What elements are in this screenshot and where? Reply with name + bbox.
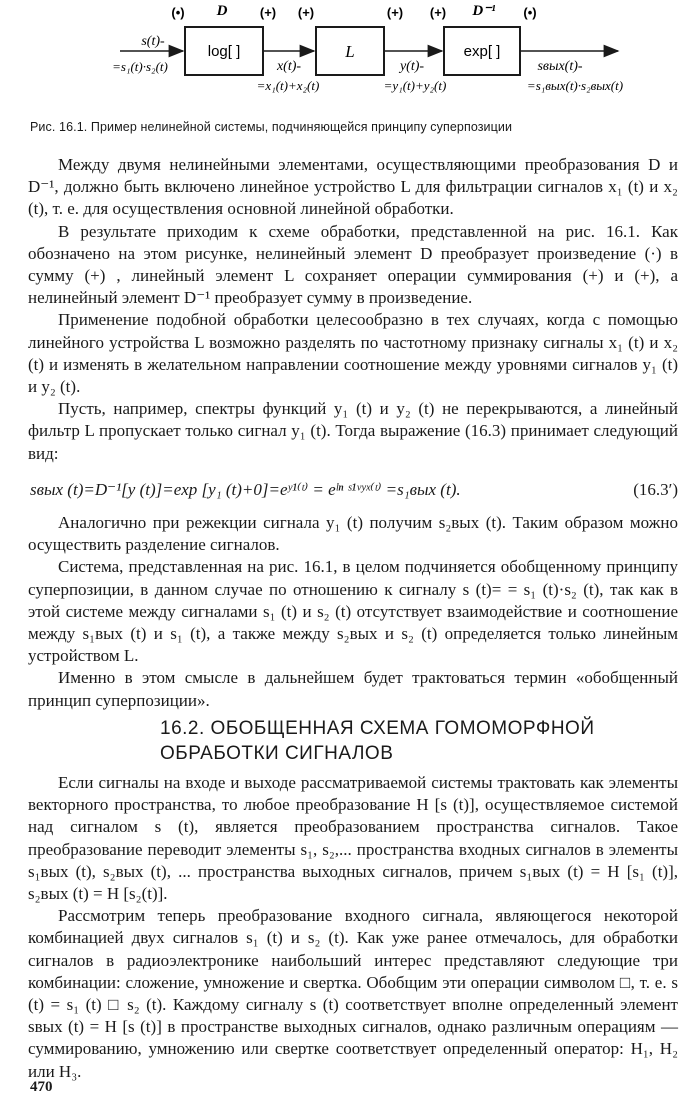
log-block-label: log[ ] — [207, 43, 241, 60]
block-diagram-svg — [0, 0, 691, 110]
paragraph: Система, представленная на рис. 16.1, в целом подчиняется обобщенному принципу суперпозиции, в данном случае по отношению к сигналу s (t)= = s₁ (t)·s₂ (t), так как в этой системе между сигналами s₁ (t) и s₂ (t) отсутствует взаимодействие и соотношение между s₁вых (t) и s₁ (t), а также между s₂вых и s₂ (t) определяется только линейным устройством L. — [28, 557, 678, 666]
output-signal-label: sвых(t)- — [537, 59, 583, 74]
paragraph: Применение подобной обработки целесообразно в тех случаях, когда с помощью линейного устройства L возможно разделять по частотному признаку сигналы x₁ (t) и x₂ (t) и изменять в желательном направлении соотношение между уровнями сигналов y₁ (t) и y₂ (t). — [28, 310, 678, 397]
paragraph: Именно в этом смысле в дальнейшем будет трактоваться термин «обобщенный принцип суперпозиции». — [28, 668, 678, 710]
text-block-2 — [28, 512, 678, 712]
plus-symbol-2: (+) — [297, 5, 315, 20]
d-symbol: D — [216, 3, 228, 19]
equation-number: (16.3′) — [633, 480, 678, 499]
paragraph: Пусть, например, спектры функций y₁ (t) и y₂ (t) не перекрываются, а линейный фильтр L пропускает только сигнал y₁ (t). Тогда выражение (16.3) принимает следующий вид: — [28, 399, 678, 463]
plus-symbol-3: (+) — [386, 5, 404, 20]
plus-symbol-1: (+) — [259, 5, 277, 20]
plus-symbol-4: (+) — [429, 5, 447, 20]
input-signal-product: =s₁(t)·s₂(t) — [112, 59, 168, 74]
paragraph: Между двумя нелинейными элементами, осуществляющими преобразования D и D⁻¹, должно быть включено линейное устройство L для фильтрации сигналов x₁ (t) и x₂ (t), т. е. для осуществления основной линейной обработки. — [28, 155, 678, 219]
linear-block-label: L — [345, 42, 355, 61]
dot-symbol-right: (•) — [523, 5, 537, 20]
page-number: 470 — [30, 1079, 53, 1095]
text-block-3 — [28, 772, 678, 1083]
dot-symbol-left: (•) — [171, 5, 185, 20]
y-signal-sum: =y₁(t)+y₂(t) — [383, 78, 447, 93]
paragraph: Если сигналы на входе и выходе рассматриваемой системы трактовать как элементы векторного пространства, то любое преобразование H [s (t)], осуществляемое системой над сигналом s (t), является преобразованием пространства сигналов. Такое преобразование переводит элементы s₁, s₂,... пространства входных сигналов в элементы s₁вых (t), s₂вых (t), ... пространства выходных сигналов, причем s₁вых (t) = H [s₁ (t)], s₂вых (t) = H [s₂(t)]. — [28, 773, 678, 904]
exp-block-label: exp[ ] — [463, 43, 501, 60]
block-diagram — [0, 0, 691, 110]
x-signal-label: x(t)- — [276, 59, 302, 74]
equation-text: sвых (t)=D⁻¹[y (t)]=exp [y₁ (t)+0]=eʸ¹⁽ᵗ⁾ = eˡⁿ ˢ¹ᵛʸˣ⁽ᵗ⁾ =s₁вых (t). — [30, 480, 461, 499]
x-signal-sum: =x₁(t)+x₂(t) — [256, 78, 320, 93]
figure-caption: Рис. 16.1. Пример нелинейной системы, подчиняющейся принципу суперпозиции — [30, 120, 513, 134]
paragraph: Рассмотрим теперь преобразование входного сигнала, являющегося некоторой комбинацией двух сигналов s₁ (t) и s₂ (t). Как уже ранее отмечалось, для обработки сигналов в радиоэлектронике наибольший интерес представляют следующие три комбинации: сложение, умножение и свертка. Обобщим эти операции символом □, т. е. s (t) = s₁ (t) □ s₂ (t). Каждому сигналу s (t) соответствует вполне определенный элемент sвых (t) = H [s (t)] в пространстве выходных сигналов, однако различным операциям — суммированию, умножению или свертке соответствует определенный оператор: H₁, H₂ или H₃. — [28, 906, 678, 1081]
output-signal-product: =s₁вых(t)·s₂вых(t) — [526, 78, 624, 93]
y-signal-label: y(t)- — [399, 59, 425, 74]
section-heading: 16.2. ОБОБЩЕННАЯ СХЕМА ГОМОМОРФНОЙ ОБРАБОТКИ СИГНАЛОВ — [160, 718, 595, 764]
paragraph: В результате приходим к схеме обработки, представленной на рис. 16.1. Как обозначено на этом рисунке, нелинейный элемент D преобразует произведение (·) в сумму (+) , линейный элемент L сохраняет операции суммирования (+) и (+), а нелинейный элемент D⁻¹ преобразует сумму в произведение. — [28, 221, 678, 308]
d-inverse-symbol: D⁻¹ — [472, 3, 496, 19]
text-block-1 — [28, 154, 678, 465]
input-signal-label: s(t)- — [141, 34, 165, 49]
paragraph: Аналогично при режекции сигнала y₁ (t) получим s₂вых (t). Таким образом можно осуществить разделение сигналов. — [28, 513, 678, 555]
